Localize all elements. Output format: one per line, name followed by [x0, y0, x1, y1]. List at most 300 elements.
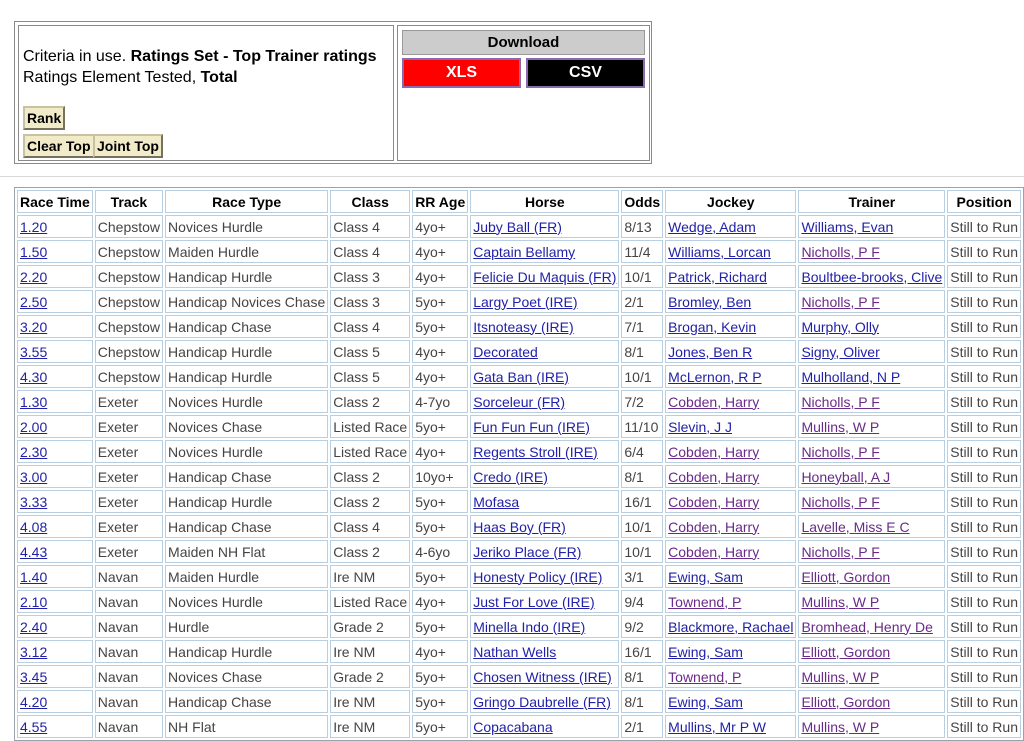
cell-track: Chepstow	[95, 340, 163, 363]
trainer-link[interactable]: Nicholls, P F	[801, 243, 880, 260]
table-row	[17, 490, 1021, 513]
cell-class: Class 2	[330, 490, 410, 513]
cell-track: Chepstow	[95, 290, 163, 313]
cell-track: Chepstow	[95, 240, 163, 263]
cell-track: Exeter	[95, 440, 163, 463]
jockey-link[interactable]: Mullins, Mr P W	[668, 718, 766, 735]
download-box	[397, 25, 650, 161]
cell-trainer	[798, 240, 945, 263]
horse-link[interactable]: Gata Ban (IRE)	[473, 368, 569, 385]
cell-track: Chepstow	[95, 265, 163, 288]
cell-race-type: Handicap Hurdle	[165, 365, 328, 388]
horse-link[interactable]: Fun Fun Fun (IRE)	[473, 418, 590, 435]
cell-trainer	[798, 365, 945, 388]
race-time-link[interactable]: 2.00	[20, 418, 48, 435]
cell-position: Still to Run	[947, 515, 1021, 538]
horse-link[interactable]: Copacabana	[473, 718, 553, 735]
cell-race-time	[17, 390, 93, 413]
cell-track: Chepstow	[95, 215, 163, 238]
cell-position: Still to Run	[947, 240, 1021, 263]
jockey-link[interactable]: Blackmore, Rachael	[668, 618, 794, 635]
cell-rr-age: 5yo+	[412, 415, 468, 438]
column-header-race-type: Race Type	[165, 190, 328, 213]
cell-position: Still to Run	[947, 640, 1021, 663]
cell-track: Chepstow	[95, 315, 163, 338]
cell-jockey	[665, 515, 796, 538]
jockey-link[interactable]: Ewing, Sam	[668, 568, 743, 585]
cell-horse	[470, 215, 619, 238]
race-time-link[interactable]: 4.20	[20, 693, 48, 710]
cell-track: Navan	[95, 715, 163, 738]
cell-race-time	[17, 515, 93, 538]
cell-race-time	[17, 640, 93, 663]
race-time-link[interactable]: 2.50	[20, 293, 48, 310]
trainer-link[interactable]: Nicholls, P F	[801, 543, 880, 560]
ratings-set-value: Ratings Set - Top Trainer ratings	[130, 48, 377, 65]
cell-trainer	[798, 690, 945, 713]
cell-class: Class 4	[330, 240, 410, 263]
column-header-race-time: Race Time	[17, 190, 93, 213]
cell-track: Navan	[95, 690, 163, 713]
cell-rr-age: 5yo+	[412, 290, 468, 313]
cell-jockey	[665, 415, 796, 438]
race-time-link[interactable]: 4.43	[20, 543, 48, 560]
cell-track: Navan	[95, 665, 163, 688]
criteria-prefix: Criteria in use.	[23, 48, 127, 65]
horse-link[interactable]: Decorated	[473, 343, 538, 360]
cell-horse	[470, 590, 619, 613]
cell-position: Still to Run	[947, 290, 1021, 313]
cell-position: Still to Run	[947, 690, 1021, 713]
cell-track: Navan	[95, 565, 163, 588]
cell-trainer	[798, 265, 945, 288]
cell-track: Exeter	[95, 490, 163, 513]
race-time-link[interactable]: 4.08	[20, 518, 48, 535]
jockey-link[interactable]: Bromley, Ben	[668, 293, 752, 310]
cell-trainer	[798, 315, 945, 338]
race-time-link[interactable]: 3.20	[20, 318, 48, 335]
horse-link[interactable]: Credo (IRE)	[473, 468, 548, 485]
cell-race-time	[17, 240, 93, 263]
cell-class: Ire NM	[330, 715, 410, 738]
table-row	[17, 615, 1021, 638]
table-row	[17, 315, 1021, 338]
race-time-link[interactable]: 1.40	[20, 568, 48, 585]
cell-horse	[470, 490, 619, 513]
cell-track: Exeter	[95, 465, 163, 488]
horse-link[interactable]: Mofasa	[473, 493, 520, 510]
cell-trainer	[798, 290, 945, 313]
race-time-link[interactable]: 3.00	[20, 468, 48, 485]
cell-rr-age: 4-7yo	[412, 390, 468, 413]
cell-rr-age: 4yo+	[412, 590, 468, 613]
cell-rr-age: 4-6yo	[412, 540, 468, 563]
cell-position: Still to Run	[947, 715, 1021, 738]
cell-race-time	[17, 690, 93, 713]
cell-horse	[470, 390, 619, 413]
column-header-odds: Odds	[621, 190, 663, 213]
horse-link[interactable]: Juby Ball (FR)	[473, 218, 562, 235]
cell-race-time	[17, 340, 93, 363]
cell-class: Class 3	[330, 290, 410, 313]
cell-race-time	[17, 265, 93, 288]
race-time-link[interactable]: 3.55	[20, 343, 48, 360]
table-row	[17, 590, 1021, 613]
cell-horse	[470, 415, 619, 438]
cell-position: Still to Run	[947, 565, 1021, 588]
cell-race-type: Handicap Chase	[165, 515, 328, 538]
jockey-link[interactable]: McLernon, R P	[668, 368, 762, 385]
cell-rr-age: 5yo+	[412, 690, 468, 713]
xls-download-button[interactable]: XLS	[402, 58, 521, 88]
trainer-link[interactable]: Murphy, Olly	[801, 318, 879, 335]
cell-race-time	[17, 315, 93, 338]
horse-link[interactable]: Chosen Witness (IRE)	[473, 668, 612, 685]
cell-jockey	[665, 340, 796, 363]
cell-race-type: Handicap Chase	[165, 315, 328, 338]
jockey-link[interactable]: Townend, P	[668, 593, 742, 610]
cell-class: Grade 2	[330, 665, 410, 688]
cell-jockey	[665, 640, 796, 663]
cell-jockey	[665, 690, 796, 713]
cell-race-time	[17, 365, 93, 388]
cell-class: Class 4	[330, 515, 410, 538]
race-time-link[interactable]: 2.20	[20, 268, 48, 285]
cell-race-time	[17, 540, 93, 563]
cell-position: Still to Run	[947, 365, 1021, 388]
cell-horse	[470, 365, 619, 388]
cell-race-time	[17, 440, 93, 463]
cell-race-type: Handicap Chase	[165, 465, 328, 488]
column-header-class: Class	[330, 190, 410, 213]
cell-jockey	[665, 265, 796, 288]
horse-link[interactable]: Honesty Policy (IRE)	[473, 568, 603, 585]
trainer-link[interactable]: Mulholland, N P	[801, 368, 901, 385]
cell-odds: 2/1	[621, 290, 663, 313]
cell-jockey	[665, 390, 796, 413]
trainer-link[interactable]: Mullins, W P	[801, 418, 880, 435]
cell-odds: 3/1	[621, 565, 663, 588]
cell-trainer	[798, 440, 945, 463]
cell-race-time	[17, 590, 93, 613]
cell-race-type: Handicap Hurdle	[165, 265, 328, 288]
cell-position: Still to Run	[947, 490, 1021, 513]
race-time-link[interactable]: 1.50	[20, 243, 48, 260]
trainer-link[interactable]: Elliott, Gordon	[801, 643, 891, 660]
criteria-line-1	[23, 48, 377, 66]
joint-top-button[interactable]: Joint Top	[93, 134, 163, 158]
horse-link[interactable]: Sorceleur (FR)	[473, 393, 566, 410]
cell-rr-age: 5yo+	[412, 515, 468, 538]
cell-jockey	[665, 215, 796, 238]
cell-jockey	[665, 615, 796, 638]
cell-class: Ire NM	[330, 640, 410, 663]
cell-jockey	[665, 715, 796, 738]
race-time-link[interactable]: 3.33	[20, 493, 48, 510]
trainer-link[interactable]: Mullins, W P	[801, 718, 880, 735]
trainer-link[interactable]: Nicholls, P F	[801, 493, 880, 510]
cell-class: Class 2	[330, 465, 410, 488]
cell-trainer	[798, 515, 945, 538]
trainer-link[interactable]: Williams, Evan	[801, 218, 894, 235]
cell-rr-age: 4yo+	[412, 640, 468, 663]
cell-rr-age: 5yo+	[412, 715, 468, 738]
cell-jockey	[665, 440, 796, 463]
cell-rr-age: 4yo+	[412, 365, 468, 388]
cell-rr-age: 5yo+	[412, 615, 468, 638]
cell-odds: 16/1	[621, 490, 663, 513]
csv-download-button[interactable]: CSV	[526, 58, 645, 88]
cell-class: Class 3	[330, 265, 410, 288]
cell-position: Still to Run	[947, 665, 1021, 688]
cell-horse	[470, 565, 619, 588]
cell-position: Still to Run	[947, 265, 1021, 288]
table-row	[17, 365, 1021, 388]
cell-jockey	[665, 665, 796, 688]
criteria-panel	[14, 21, 652, 164]
cell-horse	[470, 515, 619, 538]
race-time-link[interactable]: 1.30	[20, 393, 48, 410]
column-header-track: Track	[95, 190, 163, 213]
cell-class: Class 5	[330, 365, 410, 388]
table-row	[17, 265, 1021, 288]
cell-horse	[470, 340, 619, 363]
criteria-box	[18, 25, 394, 161]
cell-race-type: NH Flat	[165, 715, 328, 738]
column-header-jockey: Jockey	[665, 190, 796, 213]
horse-link[interactable]: Itsnoteasy (IRE)	[473, 318, 574, 335]
horse-link[interactable]: Haas Boy (FR)	[473, 518, 566, 535]
horse-link[interactable]: Gringo Daubrelle (FR)	[473, 693, 611, 710]
cell-horse	[470, 665, 619, 688]
horse-link[interactable]: Felicie Du Maquis (FR)	[473, 268, 617, 285]
table-row	[17, 540, 1021, 563]
trainer-link[interactable]: Boultbee-brooks, Clive	[801, 268, 943, 285]
race-time-link[interactable]: 4.30	[20, 368, 48, 385]
trainer-link[interactable]: Nicholls, P F	[801, 393, 880, 410]
jockey-link[interactable]: Ewing, Sam	[668, 643, 743, 660]
cell-race-time	[17, 290, 93, 313]
jockey-link[interactable]: Ewing, Sam	[668, 693, 743, 710]
table-row	[17, 690, 1021, 713]
trainer-link[interactable]: Bromhead, Henry De	[801, 618, 933, 635]
table-row	[17, 340, 1021, 363]
cell-class: Ire NM	[330, 690, 410, 713]
jockey-link[interactable]: Williams, Lorcan	[668, 243, 771, 260]
cell-horse	[470, 265, 619, 288]
cell-odds: 10/1	[621, 265, 663, 288]
race-time-link[interactable]: 2.40	[20, 618, 48, 635]
cell-trainer	[798, 640, 945, 663]
cell-race-type: Handicap Hurdle	[165, 340, 328, 363]
clear-top-button[interactable]: Clear Top	[23, 134, 95, 158]
table-row	[17, 565, 1021, 588]
table-row	[17, 415, 1021, 438]
horse-link[interactable]: Just For Love (IRE)	[473, 593, 595, 610]
jockey-link[interactable]: Wedge, Adam	[668, 218, 756, 235]
cell-trainer	[798, 490, 945, 513]
cell-horse	[470, 540, 619, 563]
cell-class: Listed Race	[330, 415, 410, 438]
jockey-link[interactable]: Cobden, Harry	[668, 443, 760, 460]
table-row	[17, 640, 1021, 663]
cell-trainer	[798, 540, 945, 563]
jockey-link[interactable]: Cobden, Harry	[668, 493, 760, 510]
cell-position: Still to Run	[947, 615, 1021, 638]
race-time-link[interactable]: 4.55	[20, 718, 48, 735]
cell-race-time	[17, 490, 93, 513]
cell-class: Grade 2	[330, 615, 410, 638]
ratings-element-prefix: Ratings Element Tested,	[23, 69, 197, 86]
cell-odds: 7/1	[621, 315, 663, 338]
cell-track: Chepstow	[95, 365, 163, 388]
cell-jockey	[665, 240, 796, 263]
table-row	[17, 390, 1021, 413]
jockey-link[interactable]: Townend, P	[668, 668, 742, 685]
cell-trainer	[798, 390, 945, 413]
cell-race-time	[17, 415, 93, 438]
cell-race-time	[17, 565, 93, 588]
cell-trainer	[798, 590, 945, 613]
cell-position: Still to Run	[947, 215, 1021, 238]
cell-trainer	[798, 665, 945, 688]
table-row	[17, 440, 1021, 463]
cell-jockey	[665, 290, 796, 313]
cell-trainer	[798, 215, 945, 238]
cell-race-time	[17, 215, 93, 238]
jockey-link[interactable]: Jones, Ben R	[668, 343, 753, 360]
table-row	[17, 715, 1021, 738]
download-title: Download	[402, 30, 645, 55]
cell-trainer	[798, 565, 945, 588]
table-row	[17, 215, 1021, 238]
horse-link[interactable]: Minella Indo (IRE)	[473, 618, 586, 635]
cell-track: Exeter	[95, 515, 163, 538]
cell-odds: 8/1	[621, 690, 663, 713]
cell-horse	[470, 465, 619, 488]
cell-odds: 8/1	[621, 340, 663, 363]
race-time-link[interactable]: 3.45	[20, 668, 48, 685]
jockey-link[interactable]: Slevin, J J	[668, 418, 732, 435]
cell-horse	[470, 315, 619, 338]
trainer-link[interactable]: Lavelle, Miss E C	[801, 518, 910, 535]
cell-race-type: Novices Hurdle	[165, 590, 328, 613]
cell-rr-age: 5yo+	[412, 565, 468, 588]
cell-race-type: Maiden Hurdle	[165, 240, 328, 263]
jockey-link[interactable]: Cobden, Harry	[668, 518, 760, 535]
table-row	[17, 665, 1021, 688]
jockey-link[interactable]: Cobden, Harry	[668, 468, 760, 485]
horse-link[interactable]: Captain Bellamy	[473, 243, 576, 260]
cell-class: Listed Race	[330, 440, 410, 463]
cell-odds: 16/1	[621, 640, 663, 663]
race-time-link[interactable]: 2.30	[20, 443, 48, 460]
cell-race-type: Maiden NH Flat	[165, 540, 328, 563]
race-time-link[interactable]: 3.12	[20, 643, 48, 660]
table-row	[17, 515, 1021, 538]
ratings-element-value: Total	[200, 69, 238, 86]
cell-jockey	[665, 565, 796, 588]
cell-race-type: Handicap Chase	[165, 690, 328, 713]
cell-race-type: Handicap Hurdle	[165, 490, 328, 513]
trainer-link[interactable]: Elliott, Gordon	[801, 693, 891, 710]
cell-rr-age: 5yo+	[412, 315, 468, 338]
rank-button[interactable]: Rank	[23, 106, 65, 130]
cell-odds: 2/1	[621, 715, 663, 738]
jockey-link[interactable]: Cobden, Harry	[668, 543, 760, 560]
cell-horse	[470, 440, 619, 463]
cell-race-time	[17, 615, 93, 638]
cell-odds: 6/4	[621, 440, 663, 463]
cell-position: Still to Run	[947, 390, 1021, 413]
cell-track: Navan	[95, 640, 163, 663]
cell-odds: 11/10	[621, 415, 663, 438]
cell-track: Exeter	[95, 415, 163, 438]
cell-race-type: Hurdle	[165, 615, 328, 638]
results-table	[14, 187, 1024, 741]
trainer-link[interactable]: Signy, Oliver	[801, 343, 880, 360]
cell-position: Still to Run	[947, 315, 1021, 338]
cell-jockey	[665, 540, 796, 563]
cell-track: Navan	[95, 590, 163, 613]
divider	[0, 176, 1024, 177]
cell-position: Still to Run	[947, 340, 1021, 363]
trainer-link[interactable]: Mullins, W P	[801, 593, 880, 610]
cell-rr-age: 5yo+	[412, 665, 468, 688]
horse-link[interactable]: Regents Stroll (IRE)	[473, 443, 598, 460]
cell-class: Listed Race	[330, 590, 410, 613]
trainer-link[interactable]: Mullins, W P	[801, 668, 880, 685]
cell-track: Exeter	[95, 390, 163, 413]
horse-link[interactable]: Nathan Wells	[473, 643, 557, 660]
trainer-link[interactable]: Nicholls, P F	[801, 293, 880, 310]
horse-link[interactable]: Jeriko Place (FR)	[473, 543, 582, 560]
cell-trainer	[798, 615, 945, 638]
cell-odds: 10/1	[621, 540, 663, 563]
cell-rr-age: 4yo+	[412, 265, 468, 288]
column-header-rr-age: RR Age	[412, 190, 468, 213]
cell-position: Still to Run	[947, 440, 1021, 463]
cell-horse	[470, 690, 619, 713]
race-time-link[interactable]: 2.10	[20, 593, 48, 610]
cell-position: Still to Run	[947, 540, 1021, 563]
trainer-link[interactable]: Elliott, Gordon	[801, 568, 891, 585]
cell-race-type: Handicap Novices Chase	[165, 290, 328, 313]
cell-horse	[470, 640, 619, 663]
cell-jockey	[665, 465, 796, 488]
cell-jockey	[665, 365, 796, 388]
cell-trainer	[798, 340, 945, 363]
criteria-line-2	[23, 69, 238, 87]
jockey-link[interactable]: Brogan, Kevin	[668, 318, 757, 335]
table-row	[17, 465, 1021, 488]
jockey-link[interactable]: Cobden, Harry	[668, 393, 760, 410]
cell-class: Class 5	[330, 340, 410, 363]
trainer-link[interactable]: Honeyball, A J	[801, 468, 891, 485]
cell-race-time	[17, 665, 93, 688]
trainer-link[interactable]: Nicholls, P F	[801, 443, 880, 460]
horse-link[interactable]: Largy Poet (IRE)	[473, 293, 578, 310]
table-header-row	[17, 190, 1021, 213]
jockey-link[interactable]: Patrick, Richard	[668, 268, 767, 285]
race-time-link[interactable]: 1.20	[20, 218, 48, 235]
cell-race-type: Handicap Hurdle	[165, 640, 328, 663]
cell-rr-age: 4yo+	[412, 215, 468, 238]
cell-class: Class 2	[330, 390, 410, 413]
cell-jockey	[665, 590, 796, 613]
cell-jockey	[665, 490, 796, 513]
cell-odds: 11/4	[621, 240, 663, 263]
